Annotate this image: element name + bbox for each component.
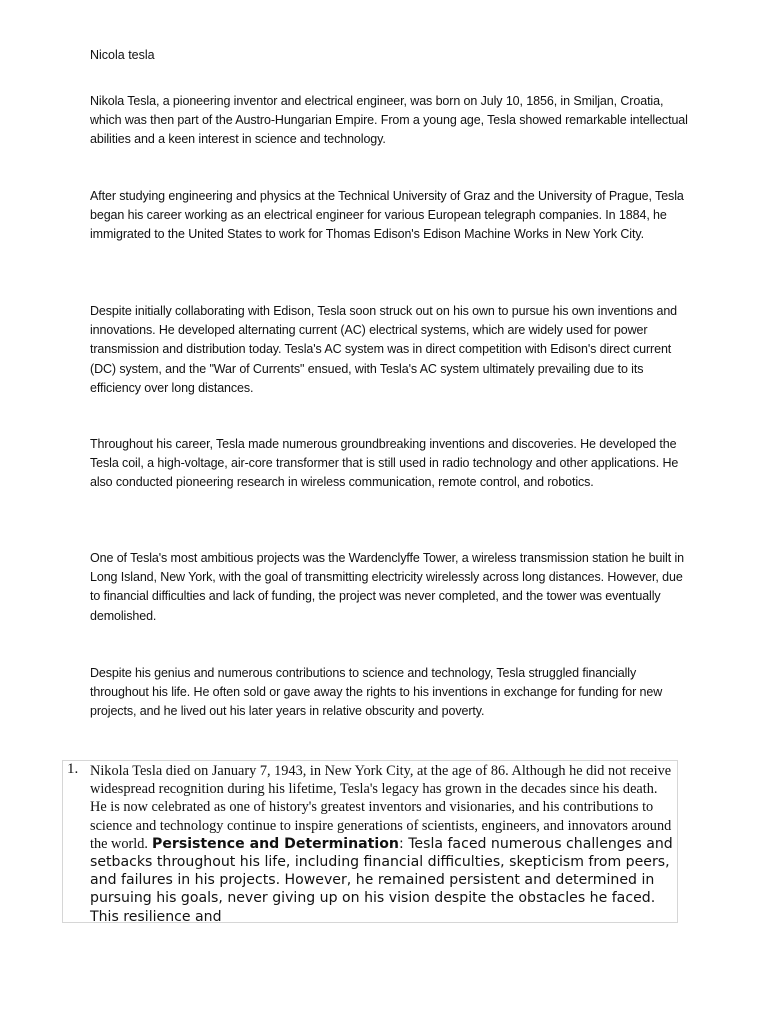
paragraph-education: After studying engineering and physics at the Technical University of Graz and the University of Prague, Tesla began his career working as an electrical engineer for various European telegraph companies. In 1884, he immigrated to the United States to work for Thomas Edison's Edison Machine Works in New York City. <box>90 189 684 242</box>
list-item-sans-text: : Tesla faced numerous challenges and setbacks throughout his life, including financial difficulties, skepticism from peers, and failures in his projects. However, he remained persistent and determined in pursuing his goals, never giving up on his vision despite the obstacles he faced. This resilience and <box>90 835 673 925</box>
paragraph-ac-current: Despite initially collaborating with Edison, Tesla soon struck out on his own to pursue his own inventions and innovations. He developed alternating current (AC) electrical systems, which are widely used for power transmission and distribution today. Tesla's AC system was in direct competition with Edison's direct current (DC) system, and the "War of Currents" ensued, with Tesla's AC system ultimately prevailing due to its efficiency over long distances. <box>90 304 678 395</box>
paragraph-wardenclyffe: One of Tesla's most ambitious projects was the Wardenclyffe Tower, a wireless transmission station he built in Long Island, New York, with the goal of transmitting electricity wirelessly across long distances. However, due to financial difficulties and lack of funding, the project was never completed, and the tower was eventually demolished. <box>90 551 684 623</box>
list-item-text <box>90 762 676 926</box>
paragraph-inventions: Throughout his career, Tesla made numerous groundbreaking inventions and discoveries. He developed the Tesla coil, a high-voltage, air-core transformer that is still used in radio technology and other applications. He also conducted pioneering research in wireless communication, remote control, and robotics. <box>90 437 679 490</box>
paragraph-finances: Despite his genius and numerous contributions to science and technology, Tesla struggled financially throughout his life. He often sold or gave away the rights to his inventions in exchange for funding for new projects, and he lived out his later years in relative obscurity and poverty. <box>90 666 663 719</box>
list-item-serif-text: Nikola Tesla died on January 7, 1943, in New York City, at the age of 86. Although he did not receive widespread recognition during his lifetime, Tesla's legacy has grown in the decades since his death. He is now celebrated as one of history's greatest inventors and visionaries, and his contributions to science and technology continue to inspire generations of scientists, engineers, and innovators around the world. <box>90 763 672 852</box>
list-item-bold-heading: Persistence and Determination <box>151 835 399 852</box>
document-title: Nicola tesla <box>90 48 155 62</box>
list-number: 1. <box>67 761 79 777</box>
paragraph-birth: Nikola Tesla, a pioneering inventor and electrical engineer, was born on July 10, 1856, in Smiljan, Croatia, which was then part of the Austro-Hungarian Empire. From a young age, Tesla showed remarkable intellectual abilities and a keen interest in science and technology. <box>90 94 688 147</box>
